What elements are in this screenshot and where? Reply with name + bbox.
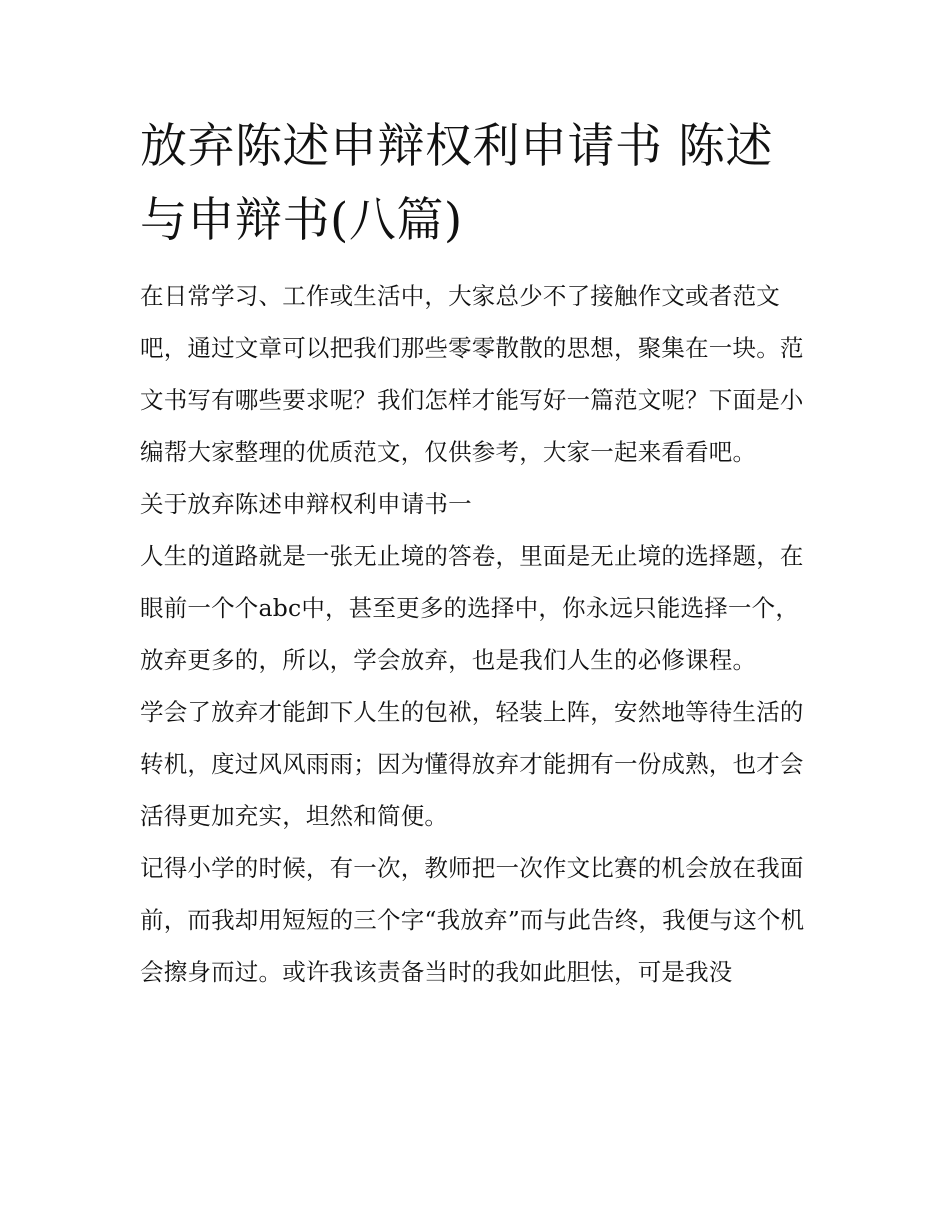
- paragraph-choices: 人生的道路就是一张无止境的答卷，里面是无止境的选择题，在眼前一个个abc中，甚至更多的选择中，你永远只能选择一个，放弃更多的，所以，学会放弃，也是我们人生的必修课程。: [140, 542, 804, 674]
- document-title: 放弃陈述申辩权利申请书 陈述与申辩书(八篇): [140, 119, 773, 248]
- paragraph-memory: 记得小学的时候，有一次，教师把一次作文比赛的机会放在我面前，而我却用短短的三个字“我放弃”而与此告终，我便与这个机会擦身而过。或许我该责备当时的我如此胆怯，可是我没: [140, 854, 805, 986]
- paragraph-intro: 在日常学习、工作或生活中，大家总少不了接触作文或者范文吧，通过文章可以把我们那些零零散散的思想，聚集在一块。范文书写有哪些要求呢？我们怎样才能写好一篇范文呢？下面是小编帮大家整理的优质范文，仅供参考，大家一起来看看吧。: [140, 282, 804, 466]
- paragraph-letting-go: 学会了放弃才能卸下人生的包袱，轻装上阵，安然地等待生活的转机，度过风风雨雨；因为懂得放弃才能拥有一份成熟，也才会活得更加充实，坦然和简便。: [140, 698, 804, 830]
- document-body: [140, 110, 812, 998]
- section-heading: 关于放弃陈述申辩权利申请书一: [140, 490, 472, 518]
